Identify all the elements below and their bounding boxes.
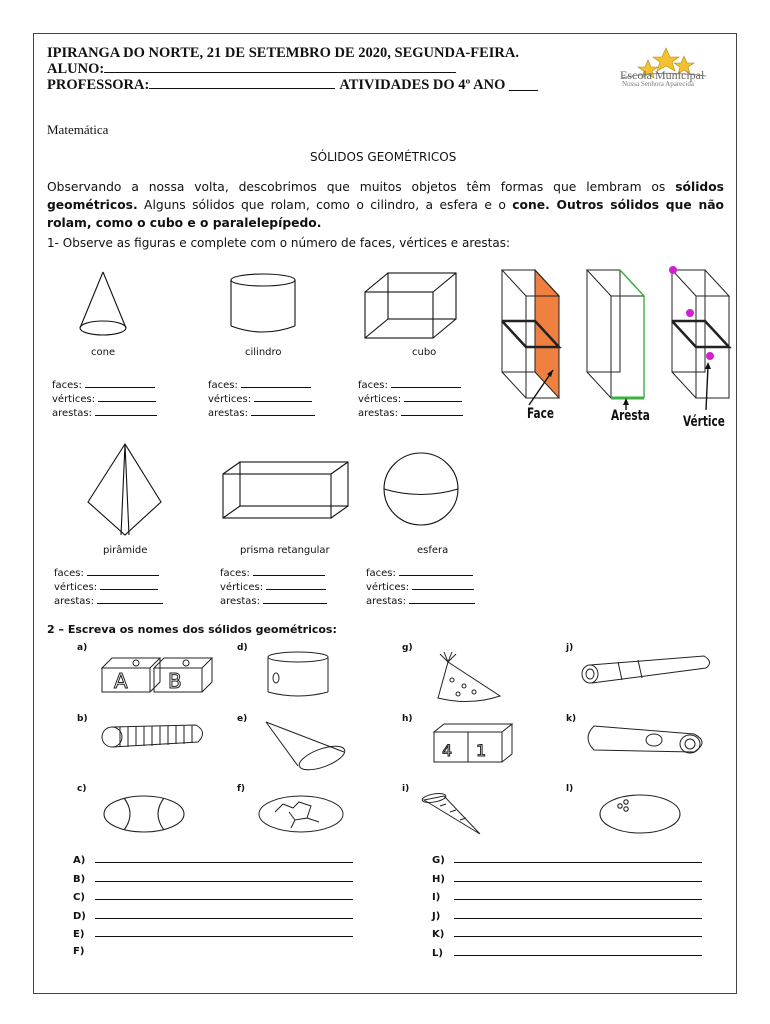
faces-label: faces:	[220, 568, 250, 579]
vertice-caption: Vértice	[683, 414, 725, 430]
answer-h-line[interactable]	[454, 872, 702, 882]
intro-bold-2: cone. Outros sólidos que não rolam, como o cubo e o paralelepípedo.	[47, 198, 724, 230]
cylinder-drawing	[225, 270, 305, 340]
answer-label-l: L)	[432, 947, 443, 959]
answer-label-f: F)	[73, 945, 85, 957]
item-letter-h: h)	[402, 714, 413, 724]
logo-subtext: Nossa Senhora Aparecida	[622, 80, 694, 88]
answer-label-j: J)	[432, 910, 441, 922]
faces-label: faces:	[358, 380, 388, 391]
question-2: 2 – Escreva os nomes dos sólidos geométricos:	[47, 623, 337, 636]
item-letter-e: e)	[237, 714, 248, 724]
battery-image	[578, 722, 718, 762]
cilindro-arestas-blank[interactable]	[251, 406, 315, 416]
arestas-label: arestas:	[220, 596, 261, 607]
piramide-arestas-blank[interactable]	[97, 594, 163, 604]
aresta-caption: Aresta	[611, 408, 650, 424]
subject-label: Matemática	[47, 122, 109, 137]
answer-label-a: A)	[73, 855, 86, 866]
answer-b-line[interactable]	[95, 872, 353, 882]
cilindro-faces-blank[interactable]	[241, 378, 311, 388]
cilindro-fields	[208, 378, 315, 420]
item-letter-i: i)	[402, 784, 410, 794]
faces-label: faces:	[54, 568, 84, 579]
pyramid-drawing	[85, 440, 165, 540]
shape-label-cilindro: cilindro	[245, 347, 282, 358]
face-caption: Face	[527, 406, 554, 422]
shape-label-prisma: prisma retangular	[240, 545, 330, 556]
answer-k-line[interactable]	[454, 927, 702, 937]
shape-label-cone: cone	[91, 347, 116, 358]
answer-label-h: H)	[432, 873, 445, 885]
ice-cream-cone-image	[420, 790, 495, 840]
answer-label-d: D)	[73, 910, 86, 922]
piramide-fields	[54, 566, 163, 608]
answer-label-b: B)	[73, 873, 86, 885]
faces-label: faces:	[208, 380, 238, 391]
cube-drawing	[362, 270, 462, 342]
item-letter-l: l)	[566, 784, 574, 794]
piramide-faces-blank[interactable]	[87, 566, 159, 576]
prisma-fields	[220, 566, 327, 608]
toy-blocks-image	[98, 650, 218, 695]
answer-label-k: K)	[432, 929, 445, 940]
vertices-label: vértices:	[366, 582, 410, 593]
shape-label-esfera: esfera	[417, 545, 449, 556]
prisma-vertices-blank[interactable]	[266, 580, 326, 590]
prism-drawing	[220, 460, 352, 522]
vertices-label: vértices:	[52, 394, 96, 405]
piramide-vertices-blank[interactable]	[100, 580, 158, 590]
esfera-fields	[366, 566, 475, 608]
item-letter-j: j)	[566, 643, 574, 653]
answer-label-c: C)	[73, 892, 85, 903]
answer-a-line[interactable]	[95, 853, 353, 863]
intro-text-1: Observando a nossa volta, descobrimos que muitos objetos têm formas que lembram os	[47, 180, 676, 194]
esfera-arestas-blank[interactable]	[409, 594, 475, 604]
faces-label: faces:	[366, 568, 396, 579]
cubo-fields	[358, 378, 463, 420]
professora-label: PROFESSORA:	[47, 77, 150, 93]
prisma-faces-blank[interactable]	[253, 566, 325, 576]
answer-d-line[interactable]	[95, 909, 353, 919]
cubo-arestas-blank[interactable]	[401, 406, 463, 416]
vertices-label: vértices:	[220, 582, 264, 593]
esfera-vertices-blank[interactable]	[412, 580, 474, 590]
answer-i-line[interactable]	[454, 890, 702, 900]
dice-block-image	[430, 720, 515, 765]
cone-arestas-blank[interactable]	[95, 406, 157, 416]
cone-fields	[52, 378, 157, 420]
rolled-tube-image	[578, 652, 718, 687]
answer-g-line[interactable]	[454, 853, 702, 863]
face-prism	[502, 270, 559, 398]
shape-label-piramide: pirâmide	[103, 545, 148, 556]
question-1: 1- Observe as figuras e complete com o número de faces, vértices e arestas:	[47, 236, 511, 250]
aluno-label: ALUNO:	[47, 61, 105, 77]
esfera-faces-blank[interactable]	[399, 566, 473, 576]
answer-label-g: G)	[432, 855, 445, 866]
intro-bold-1: sólidos geométricos.	[47, 180, 724, 212]
item-letter-g: g)	[402, 643, 413, 653]
answers-left	[73, 853, 353, 964]
arestas-label: arestas:	[208, 408, 249, 419]
prisma-arestas-blank[interactable]	[263, 594, 327, 604]
item-letter-f: f)	[237, 784, 246, 794]
logo-text: Escola Municipal	[620, 68, 705, 82]
professora-line	[47, 77, 538, 93]
cone-faces-blank[interactable]	[85, 378, 155, 388]
vertice-prism	[672, 270, 729, 398]
ball-image	[100, 792, 190, 837]
answer-label-e: E)	[73, 929, 85, 940]
item-letter-a: a)	[77, 643, 88, 653]
svg-text:A: A	[114, 669, 128, 693]
item-letter-k: k)	[566, 714, 577, 724]
atividades-label: ATIVIDADES DO 4º ANO ____	[339, 77, 539, 93]
cubo-faces-blank[interactable]	[391, 378, 461, 388]
intro-paragraph	[47, 178, 724, 232]
vertices-label: vértices:	[208, 394, 252, 405]
answer-e-line[interactable]	[95, 927, 353, 937]
sphere-drawing	[382, 450, 462, 530]
item-letter-d: d)	[237, 643, 248, 653]
answer-c-line[interactable]	[95, 890, 353, 900]
cilindro-vertices-blank[interactable]	[254, 392, 312, 402]
answer-l-line[interactable]	[454, 946, 702, 956]
aluno-line	[47, 61, 456, 77]
aluno-blank[interactable]	[104, 63, 456, 73]
item-letter-c: c)	[77, 784, 87, 794]
professora-blank[interactable]	[149, 79, 335, 89]
intro-text-2: Alguns sólidos que rolam, como o cilindro, a esfera e o	[137, 198, 513, 212]
school-logo	[618, 40, 736, 90]
page-title: SÓLIDOS GEOMÉTRICOS	[310, 150, 457, 164]
cubo-vertices-blank[interactable]	[404, 392, 462, 402]
cone-vertices-blank[interactable]	[98, 392, 156, 402]
can-image	[262, 650, 342, 700]
vertices-label: vértices:	[358, 394, 402, 405]
soccer-ball-image	[255, 792, 350, 840]
answers-right	[432, 853, 702, 964]
bowling-ball-image	[596, 792, 686, 840]
item-letter-b: b)	[77, 714, 88, 724]
arestas-label: arestas:	[358, 408, 399, 419]
header-date: IPIRANGA DO NORTE, 21 DE SETEMBRO DE 2020, SEGUNDA-FEIRA.	[47, 45, 520, 61]
vertices-label: vértices:	[54, 582, 98, 593]
svg-text:4: 4	[442, 741, 453, 760]
answer-label-i: I)	[432, 892, 441, 903]
cone-drawing	[70, 268, 140, 343]
party-hat-image	[430, 650, 510, 705]
svg-text:B: B	[168, 669, 182, 693]
arestas-label: arestas:	[366, 596, 407, 607]
cone-cup-image	[262, 718, 362, 768]
answer-j-line[interactable]	[454, 909, 702, 919]
arestas-label: arestas:	[54, 596, 95, 607]
shape-label-cubo: cubo	[412, 347, 437, 358]
arestas-label: arestas:	[52, 408, 93, 419]
aresta-prism	[587, 270, 644, 398]
faces-label: faces:	[52, 380, 82, 391]
svg-text:1: 1	[476, 741, 487, 760]
coin-stack-image	[98, 722, 218, 752]
